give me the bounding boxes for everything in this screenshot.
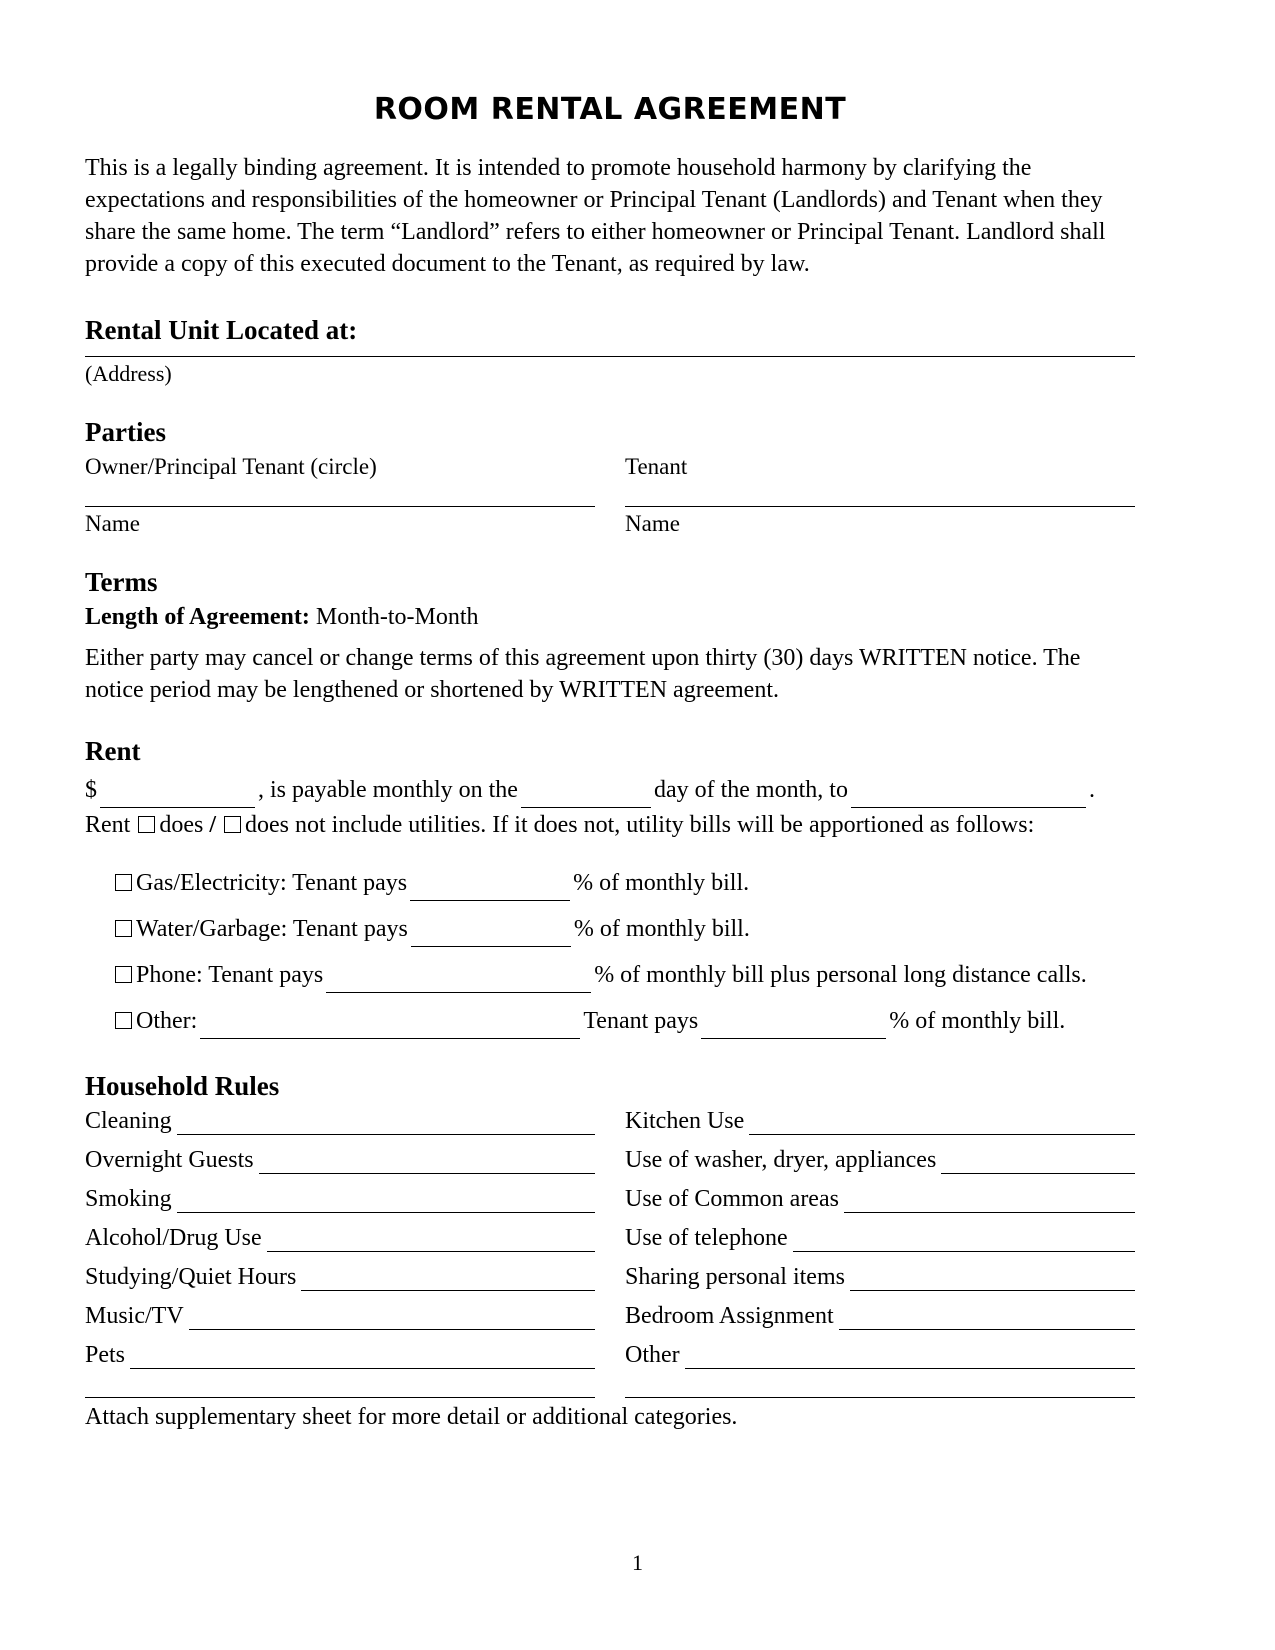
tenant-name-line[interactable] <box>625 506 1135 507</box>
rule-field-music-tv[interactable] <box>189 1313 595 1330</box>
rule-label-cleaning: Cleaning <box>85 1108 172 1135</box>
household-rules-left-column <box>85 1108 595 1381</box>
rule-field-sharing-personal-items[interactable] <box>850 1274 1135 1291</box>
rule-row <box>85 1108 595 1135</box>
rule-field-telephone[interactable] <box>793 1235 1135 1252</box>
rule-field-smoking[interactable] <box>177 1196 595 1213</box>
rule-field-other[interactable] <box>685 1352 1135 1369</box>
utility-label-phone: Phone: Tenant pays <box>136 962 324 989</box>
checkbox-rent-excludes-utilities[interactable] <box>224 816 241 833</box>
section-heading-rental-unit: Rental Unit Located at: <box>85 314 358 345</box>
rule-label-alcohol-drug-use: Alcohol/Drug Use <box>85 1225 262 1252</box>
length-of-agreement-label: Length of Agreement: <box>85 603 310 630</box>
extra-blank-line-right[interactable] <box>625 1397 1135 1398</box>
section-heading-parties: Parties <box>85 416 166 447</box>
page-number: 1 <box>632 1550 643 1575</box>
utility-percent-other[interactable] <box>701 1021 886 1039</box>
rent-does-label: does <box>159 812 204 839</box>
owner-name-line[interactable] <box>85 506 595 507</box>
rent-dollar-sign: $ <box>85 777 97 804</box>
rule-label-sharing-personal-items: Sharing personal items <box>625 1264 845 1291</box>
rule-label-pets: Pets <box>85 1342 126 1369</box>
rule-row <box>625 1147 1135 1174</box>
section-heading-terms: Terms <box>85 566 158 597</box>
utility-percent-water-garbage[interactable] <box>411 929 571 947</box>
utility-percent-phone[interactable] <box>326 975 591 993</box>
rent-line-end: . <box>1088 777 1095 804</box>
rule-label-common-areas: Use of Common areas <box>625 1186 839 1213</box>
utility-suffix-phone: % of monthly bill plus personal long distance calls. <box>594 962 1087 989</box>
household-rules-right-column <box>625 1108 1135 1381</box>
rent-does-not-label: does not include utilities. If it does not, utility bills will be apportioned as follows: <box>245 812 1035 839</box>
utility-other-field[interactable] <box>200 1021 580 1039</box>
rent-line-part1: , is payable monthly on the <box>258 777 518 804</box>
utility-percent-gas-electricity[interactable] <box>410 883 570 901</box>
rule-field-common-areas[interactable] <box>844 1196 1135 1213</box>
rule-row <box>625 1264 1135 1291</box>
rule-label-other: Other <box>625 1342 680 1369</box>
rent-utilities-prefix: Rent <box>85 812 131 839</box>
rule-row <box>625 1303 1135 1330</box>
section-heading-rent: Rent <box>85 736 141 767</box>
rule-field-pets[interactable] <box>130 1352 595 1369</box>
rule-label-kitchen-use: Kitchen Use <box>625 1108 745 1135</box>
checkbox-phone[interactable] <box>115 966 132 983</box>
length-of-agreement-value: Month-to-Month <box>315 603 479 630</box>
rule-row <box>625 1108 1135 1135</box>
rule-field-washer-dryer-appliances[interactable] <box>941 1157 1135 1174</box>
rent-line-part2: day of the month, to <box>653 777 848 804</box>
rule-row <box>85 1147 595 1174</box>
rent-payee-field[interactable] <box>851 790 1086 808</box>
attach-note: Attach supplementary sheet for more detail or additional categories. <box>85 1404 738 1431</box>
owner-name-caption: Name <box>85 510 140 536</box>
checkbox-gas-electricity[interactable] <box>115 874 132 891</box>
checkbox-rent-includes-utilities[interactable] <box>138 816 155 833</box>
utility-label-other: Other: <box>136 1008 198 1035</box>
rule-row <box>85 1264 595 1291</box>
length-of-agreement <box>85 604 1135 631</box>
rule-row <box>625 1186 1135 1213</box>
utility-row-other <box>85 1003 1135 1039</box>
intro-paragraph: This is a legally binding agreement. It is intended to promote household harmony by clarifying the expectations and responsibilities of the homeowner or Principal Tenant (Landlords) and Tenant when they share the same home. The term “Landlord” refers to either homeowner or Principal Tenant. Landlord shall provide a copy of this executed document to the Tenant, as required by law. <box>85 155 1106 277</box>
rule-label-music-tv: Music/TV <box>85 1303 184 1330</box>
checkbox-other-utility[interactable] <box>115 1012 132 1029</box>
section-heading-household-rules: Household Rules <box>85 1071 280 1102</box>
rule-row <box>625 1342 1135 1369</box>
rent-utilities-line <box>85 808 1135 843</box>
tenant-label: Tenant <box>625 453 688 479</box>
rule-label-studying-quiet-hours: Studying/Quiet Hours <box>85 1264 297 1291</box>
rule-label-bedroom-assignment: Bedroom Assignment <box>625 1303 834 1330</box>
extra-blank-line-left[interactable] <box>85 1397 595 1398</box>
utility-row-gas-electricity <box>85 865 1135 901</box>
rule-field-studying-quiet-hours[interactable] <box>301 1274 595 1291</box>
rule-field-alcohol-drug-use[interactable] <box>267 1235 595 1252</box>
utility-row-water-garbage <box>85 911 1135 947</box>
rule-label-telephone: Use of telephone <box>625 1225 788 1252</box>
rent-slash: / <box>209 812 216 839</box>
address-caption: (Address) <box>85 360 172 386</box>
notice-paragraph: Either party may cancel or change terms of this agreement upon thirty (30) days WRITTEN notice. The notice period may be lengthened or shortened by WRITTEN agreement. <box>85 644 1081 703</box>
rule-label-overnight-guests: Overnight Guests <box>85 1147 254 1174</box>
rule-label-washer-dryer-appliances: Use of washer, dryer, appliances <box>625 1147 937 1174</box>
address-line[interactable] <box>85 356 1135 357</box>
utility-label-water-garbage: Water/Garbage: Tenant pays <box>136 916 408 943</box>
rent-amount-line <box>85 773 1135 808</box>
rule-field-overnight-guests[interactable] <box>259 1157 595 1174</box>
rule-row <box>85 1303 595 1330</box>
utility-label-gas-electricity: Gas/Electricity: Tenant pays <box>136 870 408 897</box>
household-rules-grid <box>85 1108 1135 1381</box>
extra-blank-lines-row <box>85 1397 1135 1398</box>
owner-label: Owner/Principal Tenant (circle) <box>85 453 377 479</box>
rule-field-bedroom-assignment[interactable] <box>839 1313 1135 1330</box>
rule-row <box>85 1186 595 1213</box>
page-title: ROOM RENTAL AGREEMENT <box>373 92 847 127</box>
tenant-name-caption: Name <box>625 510 680 536</box>
rent-amount-field[interactable] <box>100 790 255 808</box>
rule-row <box>625 1225 1135 1252</box>
parties-labels-row <box>85 454 1135 537</box>
utility-suffix-gas-electricity: % of monthly bill. <box>573 870 750 897</box>
rent-day-field[interactable] <box>521 790 651 808</box>
checkbox-water-garbage[interactable] <box>115 920 132 937</box>
utility-suffix-water-garbage: % of monthly bill. <box>573 916 750 943</box>
rule-label-smoking: Smoking <box>85 1186 172 1213</box>
utility-suffix-other: % of monthly bill. <box>889 1008 1066 1035</box>
rule-field-cleaning[interactable] <box>177 1118 595 1135</box>
utility-mid-other: Tenant pays <box>583 1008 699 1035</box>
utility-row-phone <box>85 957 1135 993</box>
rule-row <box>85 1225 595 1252</box>
rule-row <box>85 1342 595 1369</box>
rule-field-kitchen-use[interactable] <box>749 1118 1135 1135</box>
